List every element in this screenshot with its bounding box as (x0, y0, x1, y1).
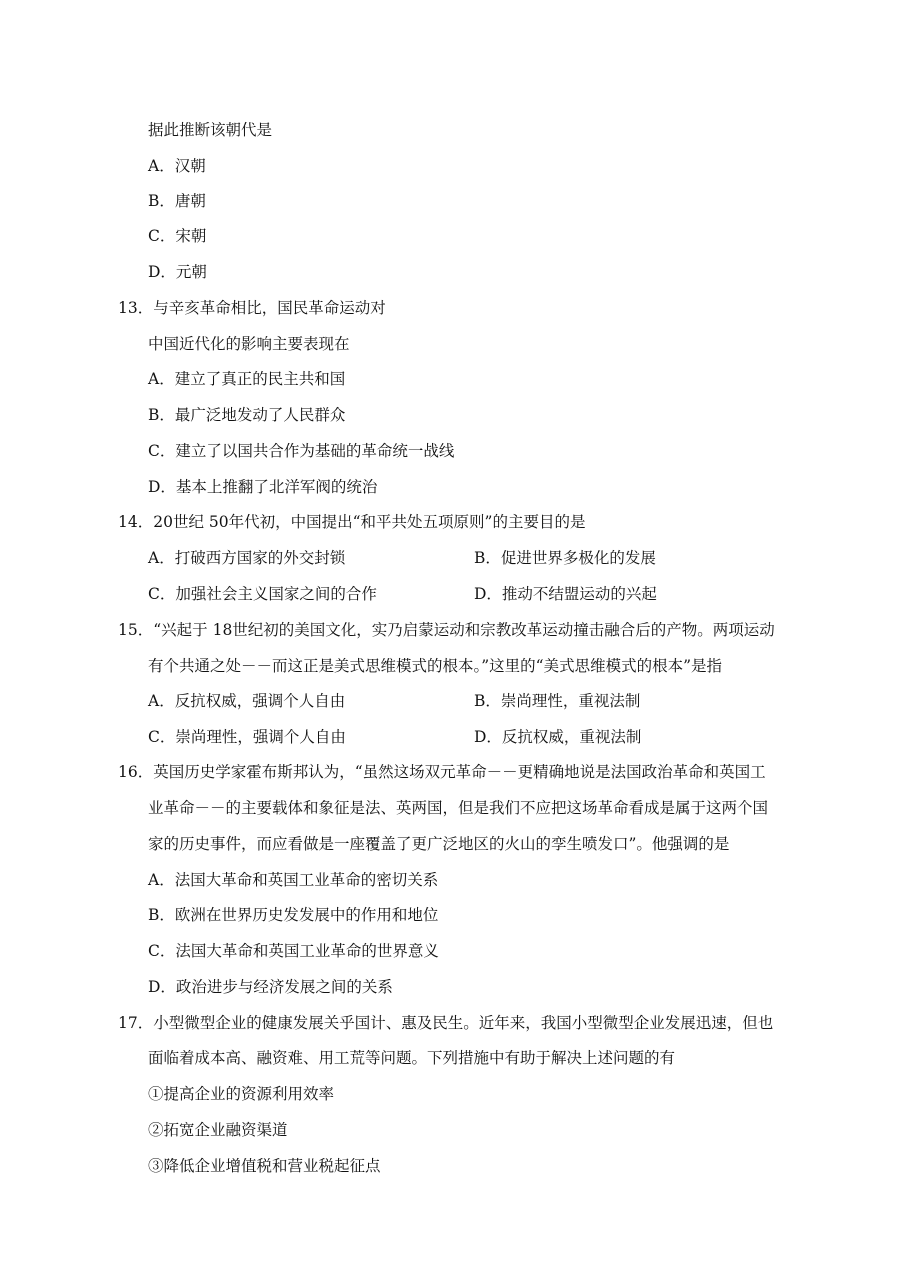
q13-option-c: C．建立了以国共合作为基础的革命统一战线 (148, 442, 455, 460)
q16-stem-line3: 家的历史事件，而应看做是一座覆盖了更广泛地区的火山的孪生喷发口”。他强调的是 (148, 835, 730, 853)
q14-option-a: A．打破西方国家的外交封锁 (148, 549, 346, 567)
q17-stem-text-1: 小型微型企业的健康发展关乎国计、惠及民生。近年来，我国小型微型企业发展迅速，但也 (153, 1014, 774, 1032)
q12-option-b: B．唐朝 (148, 192, 206, 210)
q16-stem-line1 (118, 762, 766, 782)
q12-option-a: A．汉朝 (148, 157, 206, 175)
q14-option-c: C．加强社会主义国家之间的合作 (148, 585, 377, 603)
q16-number: 16． (118, 763, 154, 781)
q15-option-a: A．反抗权威，强调个人自由 (148, 692, 346, 710)
q12-option-d: D．元朝 (148, 263, 207, 281)
q14-option-b: B．促进世界多极化的发展 (474, 549, 656, 567)
q13-option-d: D．基本上推翻了北洋军阀的统治 (148, 478, 378, 496)
q13-option-b: B．最广泛地发动了人民群众 (148, 406, 346, 424)
q15-option-d: D．反抗权威，重视法制 (474, 728, 642, 746)
q17-item-1: ①提高企业的资源利用效率 (148, 1085, 335, 1103)
q16-option-c: C．法国大革命和英国工业革命的世界意义 (148, 942, 439, 960)
q15-stem-line2: 有个共通之处－－而这正是美式思维模式的根本。”这里的“美式思维模式的根本”是指 (148, 657, 723, 675)
q15-stem-line1 (118, 620, 775, 640)
q14-stem-line (118, 512, 585, 532)
q17-item-3: ③降低企业增值税和营业税起征点 (148, 1157, 381, 1175)
q15-number: 15． (118, 621, 154, 639)
q17-number: 17． (118, 1014, 154, 1032)
q17-stem-line1 (118, 1013, 773, 1033)
q13-stem-line1 (118, 298, 386, 318)
q14-number: 14． (118, 513, 154, 531)
q14-option-d: D．推动不结盟运动的兴起 (474, 585, 657, 603)
q16-stem-text-1: 英国历史学家霍布斯邦认为，“虽然这场双元革命－－更精确地说是法国政治革命和英国工 (153, 763, 766, 781)
q16-option-a: A．法国大革命和英国工业革命的密切关系 (148, 871, 439, 889)
q15-option-b: B．崇尚理性，重视法制 (474, 692, 641, 710)
q17-item-2: ②拓宽企业融资渠道 (148, 1121, 288, 1139)
q12-stem: 据此推断该朝代是 (148, 121, 273, 139)
q13-option-a: A．建立了真正的民主共和国 (148, 370, 346, 388)
q15-option-c: C．崇尚理性，强调个人自由 (148, 728, 346, 746)
q13-stem-text-1: 与辛亥革命相比，国民革命运动对 (153, 299, 386, 317)
q12-option-c: C．宋朝 (148, 227, 207, 245)
q13-stem-line2: 中国近代化的影响主要表现在 (148, 335, 350, 353)
q13-number: 13． (118, 299, 154, 317)
q16-option-d: D．政治进步与经济发展之间的关系 (148, 978, 393, 996)
q14-stem-text: 20世纪 50年代初，中国提出“和平共处五项原则”的主要目的是 (153, 513, 586, 531)
q17-stem-line2: 面临着成本高、融资难、用工荒等问题。下列措施中有助于解决上述问题的有 (148, 1049, 676, 1067)
q15-stem-text-1: “兴起于 18世纪初的美国文化，实乃启蒙运动和宗教改革运动撞击融合后的产物。两项运动 (153, 621, 775, 639)
q16-option-b: B．欧洲在世界历史发发展中的作用和地位 (148, 906, 439, 924)
q16-stem-line2: 业革命－－的主要载体和象征是法、英两国，但是我们不应把这场革命看成是属于这两个国 (148, 799, 769, 817)
